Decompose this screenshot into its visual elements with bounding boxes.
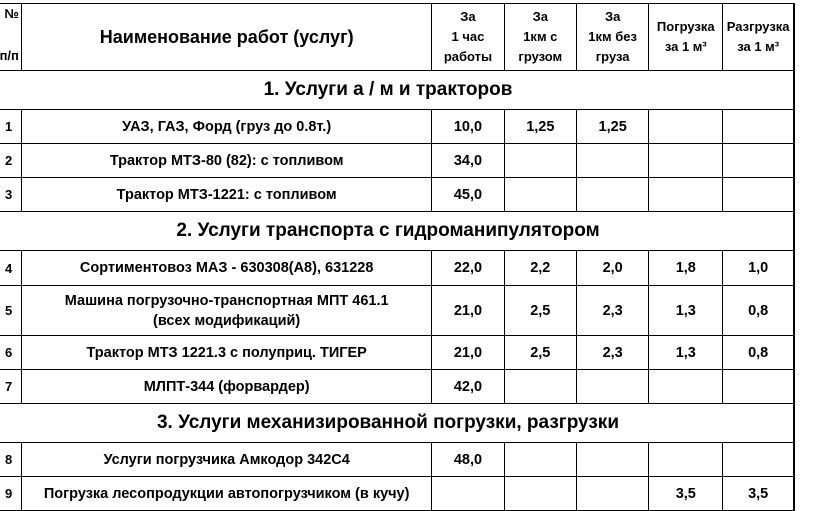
header-kml-l3: грузом bbox=[518, 49, 563, 64]
row-hour: 22,0 bbox=[432, 251, 504, 286]
row-km-empty bbox=[577, 370, 649, 404]
row-km-loaded: 1,25 bbox=[504, 110, 577, 144]
header-unloading-l2: за 1 м³ bbox=[737, 39, 780, 54]
table-row bbox=[0, 110, 794, 144]
row-name: Трактор МТЗ-80 (82): с топливом bbox=[21, 144, 432, 178]
row-name: Погрузка лесопродукции автопогрузчиком (в кучу) bbox=[21, 477, 432, 511]
header-kme-l1: За bbox=[604, 9, 621, 24]
header-loading bbox=[649, 4, 723, 71]
row-number: 1 bbox=[0, 110, 21, 144]
row-unloading bbox=[723, 443, 794, 477]
row-number: 5 bbox=[0, 286, 21, 336]
header-unloading bbox=[723, 4, 794, 71]
row-name: Сортиментовоз МАЗ - 630308(А8), 631228 bbox=[21, 251, 432, 286]
header-kml-l2: 1км с bbox=[523, 29, 558, 44]
row-name: Трактор МТЗ-1221: с топливом bbox=[21, 178, 432, 212]
row-km-empty bbox=[577, 144, 649, 178]
header-kme-l2: 1км без bbox=[588, 29, 637, 44]
header-kml-l1: За bbox=[532, 9, 548, 24]
row-km-empty: 2,3 bbox=[577, 286, 649, 336]
table-row bbox=[0, 144, 794, 178]
table-row bbox=[0, 251, 794, 286]
row-number: 4 bbox=[0, 251, 21, 286]
row-km-loaded: 2,5 bbox=[504, 286, 577, 336]
table-row bbox=[0, 336, 794, 370]
row-hour: 10,0 bbox=[432, 110, 504, 144]
row-km-empty: 2,3 bbox=[577, 336, 649, 370]
header-hour-l3: работы bbox=[443, 49, 493, 64]
row-loading bbox=[649, 370, 723, 404]
table-row bbox=[0, 370, 794, 404]
header-num bbox=[0, 4, 21, 71]
row-km-empty: 1,25 bbox=[577, 110, 649, 144]
row-unloading bbox=[723, 144, 794, 178]
section-title: 2. Услуги транспорта с гидроманипулятором bbox=[0, 212, 794, 251]
row-number: 7 bbox=[0, 370, 21, 404]
header-hour-l1: За bbox=[460, 9, 476, 24]
header-km-empty bbox=[577, 4, 649, 71]
section-row bbox=[0, 404, 794, 443]
row-km-empty: 2,0 bbox=[577, 251, 649, 286]
row-number: 6 bbox=[0, 336, 21, 370]
header-loading-l2: за 1 м³ bbox=[664, 39, 707, 54]
table-row bbox=[0, 443, 794, 477]
header-name: Наименование работ (услуг) bbox=[21, 4, 432, 71]
header-unloading-l1: Разгрузка bbox=[726, 19, 790, 34]
row-km-loaded bbox=[504, 178, 577, 212]
row-name-line1: Машина погрузочно-транспортная МПТ 461.1 bbox=[64, 292, 389, 309]
row-km-loaded bbox=[504, 144, 577, 178]
row-name: МЛПТ-344 (форвардер) bbox=[21, 370, 432, 404]
row-unloading: 0,8 bbox=[723, 286, 794, 336]
row-name: Трактор МТЗ 1221.3 с полуприц. ТИГЕР bbox=[21, 336, 432, 370]
row-hour: 48,0 bbox=[432, 443, 504, 477]
row-number: 2 bbox=[0, 144, 21, 178]
header-num-bottom: п/п bbox=[0, 48, 19, 63]
row-hour: 21,0 bbox=[432, 286, 504, 336]
row-hour bbox=[432, 477, 504, 511]
header-loading-l1: Погрузка bbox=[656, 19, 715, 34]
row-km-loaded bbox=[504, 477, 577, 511]
row-loading: 1,3 bbox=[649, 286, 723, 336]
row-name: Услуги погрузчика Амкодор 342С4 bbox=[21, 443, 432, 477]
header-num-top: № bbox=[4, 6, 19, 21]
row-loading bbox=[649, 144, 723, 178]
header-hour-l2: 1 час bbox=[451, 29, 485, 44]
section-row bbox=[0, 71, 794, 110]
row-km-empty bbox=[577, 178, 649, 212]
row-km-empty bbox=[577, 477, 649, 511]
row-unloading bbox=[723, 370, 794, 404]
row-unloading bbox=[723, 110, 794, 144]
price-table bbox=[0, 3, 795, 511]
section-title: 3. Услуги механизированной погрузки, разгрузки bbox=[0, 404, 794, 443]
row-name-line2: (всех модификаций) bbox=[153, 312, 301, 329]
row-hour: 42,0 bbox=[432, 370, 504, 404]
row-unloading: 3,5 bbox=[723, 477, 794, 511]
row-unloading bbox=[723, 178, 794, 212]
row-number: 3 bbox=[0, 178, 21, 212]
row-loading bbox=[649, 178, 723, 212]
row-loading: 1,3 bbox=[649, 336, 723, 370]
header-hour bbox=[432, 4, 504, 71]
row-hour: 45,0 bbox=[432, 178, 504, 212]
table-row bbox=[0, 286, 794, 336]
row-km-loaded bbox=[504, 443, 577, 477]
header-km-loaded bbox=[504, 4, 577, 71]
table-row bbox=[0, 178, 794, 212]
row-number: 9 bbox=[0, 477, 21, 511]
row-number: 8 bbox=[0, 443, 21, 477]
row-loading: 3,5 bbox=[649, 477, 723, 511]
row-name: УАЗ, ГАЗ, Форд (груз до 0.8т.) bbox=[21, 110, 432, 144]
row-loading bbox=[649, 443, 723, 477]
row-loading: 1,8 bbox=[649, 251, 723, 286]
header-row bbox=[0, 4, 794, 71]
row-km-loaded: 2,5 bbox=[504, 336, 577, 370]
section-title: 1. Услуги а / м и тракторов bbox=[0, 71, 794, 110]
row-unloading: 0,8 bbox=[723, 336, 794, 370]
row-unloading: 1,0 bbox=[723, 251, 794, 286]
row-km-loaded bbox=[504, 370, 577, 404]
header-kme-l3: груза bbox=[595, 49, 630, 64]
row-km-empty bbox=[577, 443, 649, 477]
row-name bbox=[21, 286, 432, 336]
row-loading bbox=[649, 110, 723, 144]
row-hour: 34,0 bbox=[432, 144, 504, 178]
row-hour: 21,0 bbox=[432, 336, 504, 370]
row-km-loaded: 2,2 bbox=[504, 251, 577, 286]
section-row bbox=[0, 212, 794, 251]
table-row bbox=[0, 477, 794, 511]
